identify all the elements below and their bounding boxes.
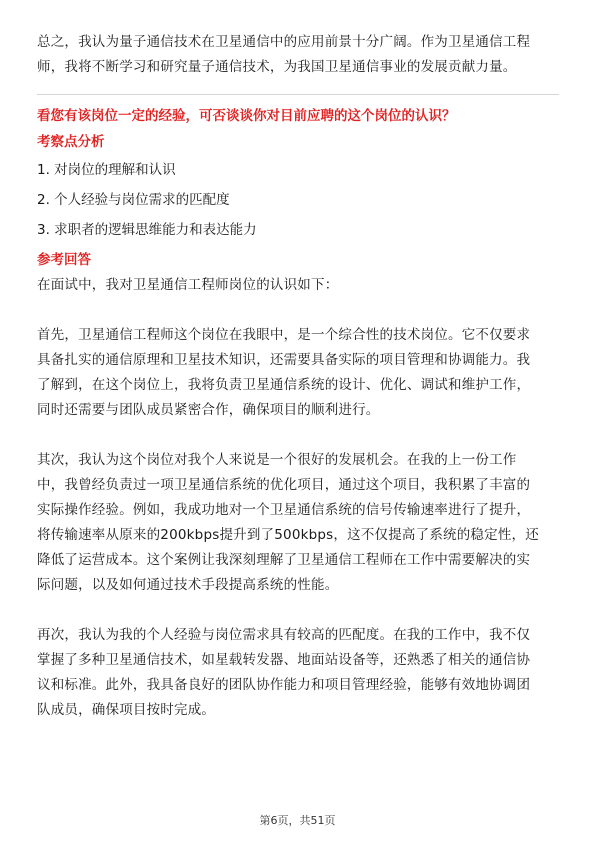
- answer-title: 参考回答: [37, 252, 91, 268]
- paragraph-gap: [37, 598, 559, 623]
- answer-line: 再次，我认为我的个人经验与岗位需求具有较高的匹配度。在我的工作中，我不仅: [37, 627, 531, 643]
- answer-line: 际问题，以及如何通过技术手段提高系统的性能。: [37, 577, 339, 593]
- answer-line: 降低了运营成本。这个案例让我深刻理解了卫星通信工程师在工作中需要解决的实: [37, 552, 531, 568]
- answer-line: 了解到，在这个岗位上，我将负责卫星通信系统的设计、优化、调试和维护工作，: [37, 377, 531, 393]
- answer-line: 中，我曾经负责过一项卫星通信系统的优化项目，通过这个项目，我积累了丰富的: [37, 477, 531, 493]
- answer-paragraph-1: [37, 323, 559, 423]
- answer-line: 实际操作经验。例如，我成功地对一个卫星通信系统的信号传输速率进行了提升，: [37, 502, 531, 518]
- page-number-footer: 第6页，共51页: [259, 814, 336, 827]
- answer-line: 队成员，确保项目按时完成。: [37, 702, 216, 718]
- document-page: [37, 30, 559, 723]
- answer-paragraph-3: [37, 623, 559, 723]
- answer-line: 掌握了多种卫星通信技术，如星载转发器、地面站设备等，还熟悉了相关的通信协: [37, 652, 531, 668]
- paragraph-gap: [37, 423, 559, 448]
- answer-line: 将传输速率从原来的200kbps提升到了500kbps，这不仅提高了系统的稳定性，还: [37, 527, 539, 543]
- intro-line: 总之，我认为量子通信技术在卫星通信中的应用前景十分广阔。作为卫星通信工程: [37, 34, 531, 50]
- analysis-title: 考察点分析: [37, 134, 105, 150]
- paragraph-gap: [37, 298, 559, 323]
- analysis-points: [37, 155, 559, 245]
- answer-line: 同时还需要与团队成员紧密合作，确保项目的顺利进行。: [37, 402, 380, 418]
- analysis-point: 2. 个人经验与岗位需求的匹配度: [37, 192, 230, 208]
- answer-line: 首先，卫星通信工程师这个岗位在我眼中，是一个综合性的技术岗位。它不仅要求: [37, 327, 531, 343]
- analysis-point: 1. 对岗位的理解和认识: [37, 162, 176, 178]
- section-divider: [37, 94, 559, 95]
- answer-line: 议和标准。此外，我具备良好的团队协作能力和项目管理经验，能够有效地协调团: [37, 677, 531, 693]
- answer-line: 具备扎实的通信原理和卫星技术知识，还需要具备实际的项目管理和协调能力。我: [37, 352, 531, 368]
- intro-paragraph: [37, 30, 559, 80]
- question-heading: 看您有该岗位一定的经验，可否谈谈你对目前应聘的这个岗位的认识？: [37, 108, 456, 124]
- analysis-point: 3. 求职者的逻辑思维能力和表达能力: [37, 222, 257, 238]
- answer-paragraph-2: [37, 448, 559, 598]
- answer-line: 其次，我认为这个岗位对我个人来说是一个很好的发展机会。在我的上一份工作: [37, 452, 517, 468]
- answer-opening: 在面试中，我对卫星通信工程师岗位的认识如下：: [37, 277, 339, 293]
- intro-line: 师，我将不断学习和研究量子通信技术，为我国卫星通信事业的发展贡献力量。: [37, 59, 517, 75]
